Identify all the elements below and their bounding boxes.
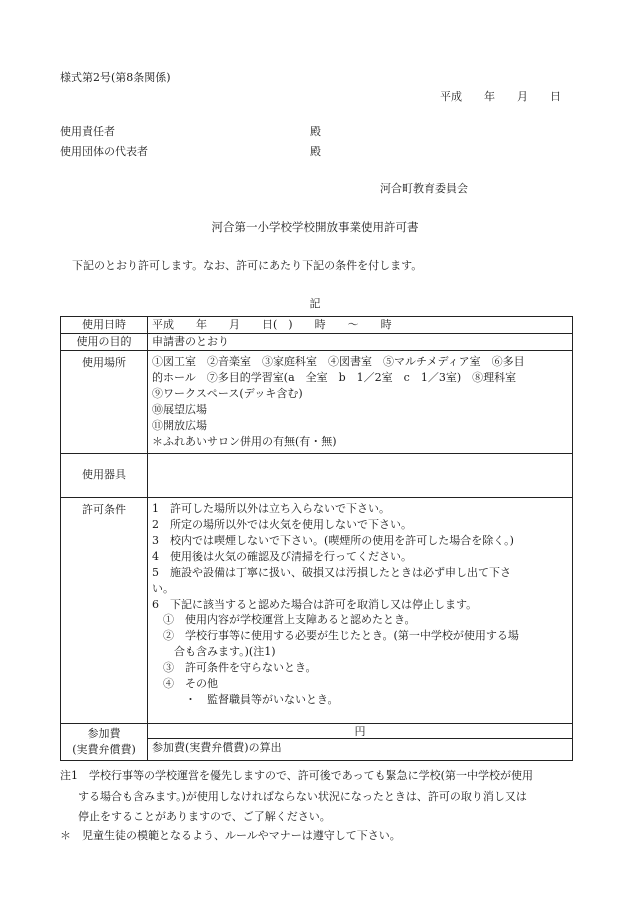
place-line: 的ホール ⑦多目的学習室(a 全室 b 1／2室 c 1／3室) ⑧理科室 (152, 370, 517, 384)
honorific-1: 殿 (310, 125, 321, 138)
conditions-label: 許可条件 (61, 497, 148, 723)
date-value: 平成 年 月 日( ) 時 ～ 時 (148, 317, 573, 334)
purpose-value: 申請書のとおり (148, 333, 573, 350)
fee-amount-unit: 円 (148, 724, 572, 739)
condition-line: ③ 許可条件を守らないとき。 (152, 661, 317, 675)
condition-line: 1 許可した場所以外は立ち入らないで下さい。 (152, 501, 390, 515)
condition-line: 合も含みます。)(注1) (152, 645, 276, 659)
fee-cell (148, 723, 573, 760)
fee-label-line2: (実費弁償費) (72, 742, 136, 756)
condition-line: 3 校内では喫煙しないで下さい。(喫煙所の使用を許可した場合を除く。) (152, 533, 514, 547)
row-conditions (61, 497, 573, 723)
condition-line: ② 学校行事等に使用する必要が生じたとき。(第一中学校が使用する場 (152, 629, 519, 643)
fee-label (61, 723, 148, 760)
conditions-list (148, 497, 573, 723)
note-1-line-1: 注1 学校行事等の学校運営を優先しますので、許可後であっても緊急に学校(第一中学校が使用 (60, 769, 533, 782)
place-line: ①図工室 ②音楽室 ③家庭科室 ④図書室 ⑤マルチメディア室 ⑥多目 (152, 354, 525, 368)
honorific-2: 殿 (310, 145, 321, 158)
date-day-unit: 日 (550, 90, 561, 103)
row-place (61, 350, 573, 453)
condition-line: ① 使用内容が学校運営上支障あると認めたとき。 (152, 613, 416, 627)
issue-date (440, 89, 561, 105)
place-line: ⑪開放広場 (152, 418, 207, 432)
ki-heading: 記 (309, 297, 321, 310)
condition-line: ④ その他 (152, 677, 218, 691)
intro-text: 下記のとおり許可します。なお、許可にあたり下記の条件を付します。 (72, 259, 423, 272)
place-list (148, 350, 573, 453)
condition-line: 4 使用後は火気の確認及び清掃を行ってください。 (152, 549, 412, 563)
date-month-unit: 月 (517, 90, 528, 103)
condition-line: 2 所定の場所以外では火気を使用しないで下さい。 (152, 517, 412, 531)
equipment-label: 使用器具 (61, 453, 148, 497)
condition-line: い。 (152, 581, 174, 595)
condition-line: ・ 監督職員等がいないとき。 (152, 693, 339, 707)
condition-line: 5 施設や設備は丁寧に扱い、破損又は汚損したときは必ず申し出て下さ (152, 565, 511, 579)
condition-line: 6 下記に該当すると認めた場合は許可を取消し又は停止します。 (152, 597, 478, 611)
addressee-responsible: 使用責任者 (60, 125, 115, 138)
equipment-value (148, 453, 573, 497)
date-label: 使用日時 (61, 317, 148, 334)
addressee-representative: 使用団体の代表者 (60, 145, 148, 158)
issuer: 河合町教育委員会 (380, 182, 468, 195)
fee-label-line1: 参加費 (87, 726, 121, 740)
place-line: ⑨ワークスペース(デッキ含む) (152, 386, 303, 400)
place-label: 使用場所 (61, 350, 148, 453)
row-purpose (61, 333, 573, 350)
place-line: ⑩展望広場 (152, 402, 207, 416)
form-number: 様式第2号(第8条関係) (60, 71, 171, 84)
note-1-line-2: する場合も含みます。)が使用しなければならない状況になったときは、許可の取り消し又は (78, 790, 527, 803)
date-era: 平成 (440, 90, 462, 103)
row-date (61, 317, 573, 334)
fee-basis: 参加費(実費弁償費)の算出 (152, 740, 282, 754)
date-year-unit: 年 (484, 90, 495, 103)
purpose-label: 使用の目的 (61, 333, 148, 350)
note-2: ＊ 児童生徒の模範となるよう、ルールやマナーは遵守して下さい。 (60, 829, 401, 842)
document-title: 河合第一小学校学校開放事業使用許可書 (211, 220, 419, 234)
row-equipment (61, 453, 573, 497)
row-fee (61, 723, 573, 760)
place-line: ＊ふれあいサロン併用の有無(有・無) (152, 434, 337, 448)
note-1-line-3: 停止をすることがありますので、ご了解ください。 (78, 810, 331, 823)
permit-table (60, 316, 573, 761)
